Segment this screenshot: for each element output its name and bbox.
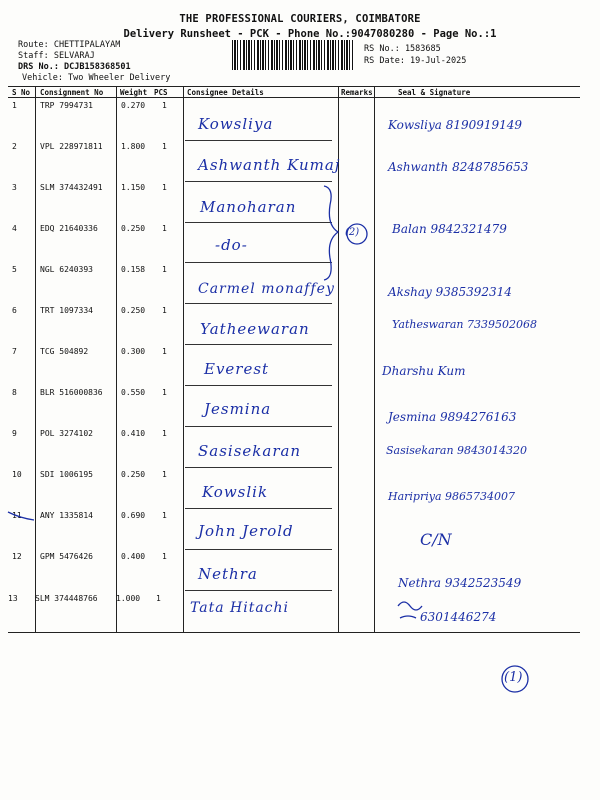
consignee-handwritten: Everest <box>204 360 270 378</box>
row-consignment: SDI 1006195 <box>40 470 93 479</box>
row-weight: 0.270 <box>121 101 146 110</box>
document-subtitle: Delivery Runsheet - PCK - Phone No.:9047080280 - Page No.:1 <box>123 28 497 40</box>
row-pcs: 1 <box>162 306 167 315</box>
consignee-handwritten: Yatheewaran <box>200 320 310 338</box>
row-consignment: ANY 1335814 <box>40 511 93 520</box>
row-weight: 0.158 <box>121 265 146 274</box>
row-sno: 2 <box>12 142 17 151</box>
row-sno: 10 <box>12 470 22 479</box>
row-pcs: 1 <box>162 552 167 561</box>
signature-handwritten: Balan 9842321479 <box>392 222 507 236</box>
row-consignment: TCG 504892 <box>40 347 89 356</box>
consignee-handwritten: Manoharan <box>200 198 297 216</box>
row-sno: 7 <box>12 347 17 356</box>
route-text: Route: CHETTIPALAYAM <box>18 40 121 50</box>
header-sno: S No <box>12 88 31 97</box>
signature-handwritten: Dharshu Kum <box>382 364 466 378</box>
signature-handwritten: Sasisekaran 9843014320 <box>386 444 528 457</box>
row-pcs: 1 <box>162 183 167 192</box>
signature-handwritten: Kowsliya 8190919149 <box>388 118 523 132</box>
staff-text: Staff: SELVARAJ <box>18 51 95 61</box>
consignee-handwritten: John Jerold <box>198 522 294 540</box>
row-weight: 1.000 <box>116 594 141 603</box>
row-weight: 0.550 <box>121 388 146 397</box>
signature-handwritten: 6301446274 <box>420 610 497 624</box>
row-weight: 1.150 <box>121 183 146 192</box>
header-seal-signature: Seal & Signature <box>398 88 471 97</box>
row-weight: 0.250 <box>121 224 146 233</box>
row-11-strike <box>8 512 34 520</box>
row-sno: 8 <box>12 388 17 397</box>
row-pcs: 1 <box>162 265 167 274</box>
row-sno: 11 <box>12 511 22 520</box>
row-weight: 0.410 <box>121 429 146 438</box>
row-sno: 4 <box>12 224 17 233</box>
row-weight: 0.300 <box>121 347 146 356</box>
row-sno: 3 <box>12 183 17 192</box>
row-consignment: TRT 1097334 <box>40 306 93 315</box>
consignee-handwritten: Sasisekaran <box>198 442 302 460</box>
row-consignment: VPL 228971811 <box>40 142 103 151</box>
row-consignment: GPM 5476426 <box>40 552 93 561</box>
consignee-handwritten: Tata Hitachi <box>190 600 290 616</box>
signature-handwritten: C/N <box>420 530 452 549</box>
consignee-handwritten: -do- <box>215 236 248 254</box>
signature-handwritten: Haripriya 9865734007 <box>388 490 515 503</box>
row-pcs: 1 <box>162 347 167 356</box>
remark-note: (2) <box>345 227 360 238</box>
rs-number-text: RS No.: 1583685 <box>364 44 441 54</box>
rs-date-text: RS Date: 19-Jul-2025 <box>364 56 467 66</box>
consignee-handwritten: Ashwanth Kumaj <box>198 156 341 174</box>
consignee-handwritten: Nethra <box>198 565 258 583</box>
header-pcs: PCS <box>154 88 168 97</box>
consignee-handwritten: Kowsliya <box>198 115 274 133</box>
document-title: THE PROFESSIONAL COURIERS, COIMBATORE <box>179 13 421 25</box>
header-consignee: Consignee Details <box>187 88 264 97</box>
row-sno: 13 <box>8 594 18 603</box>
row-weight: 0.400 <box>121 552 146 561</box>
signature-handwritten: Yatheswaran 7339502068 <box>392 318 537 331</box>
row-sno: 6 <box>12 306 17 315</box>
vehicle-text: Vehicle: Two Wheeler Delivery <box>22 73 171 83</box>
row-pcs: 1 <box>162 470 167 479</box>
row-sno: 12 <box>12 552 22 561</box>
row-sno: 9 <box>12 429 17 438</box>
consignee-handwritten: Jesmina <box>204 400 272 418</box>
row-weight: 1.800 <box>121 142 146 151</box>
row-consignment: NGL 6240393 <box>40 265 93 274</box>
row-sno: 5 <box>12 265 17 274</box>
drs-text: DRS No.: DCJB158368501 <box>18 62 131 72</box>
row-consignment: SLM 374432491 <box>40 183 103 192</box>
signature-handwritten: Nethra 9342523549 <box>398 576 522 590</box>
consignee-handwritten: Carmel monaffey <box>198 281 335 297</box>
signature-handwritten: Jesmina 9894276163 <box>388 410 517 424</box>
row-weight: 0.250 <box>121 470 146 479</box>
header-weight: Weight <box>120 88 148 97</box>
row-pcs: 1 <box>156 594 161 603</box>
stamp-scribble <box>398 602 422 618</box>
header-consignment: Consignment No <box>40 88 104 97</box>
row-consignment: SLM 374448766 <box>35 594 98 603</box>
row-pcs: 1 <box>162 142 167 151</box>
row-consignment: TRP 7994731 <box>40 101 93 110</box>
row-consignment: POL 3274102 <box>40 429 93 438</box>
row-weight: 0.690 <box>121 511 146 520</box>
row-consignment: EDQ 21640336 <box>40 224 98 233</box>
row-pcs: 1 <box>162 101 167 110</box>
row-pcs: 1 <box>162 224 167 233</box>
row-pcs: 1 <box>162 511 167 520</box>
row-weight: 0.250 <box>121 306 146 315</box>
row-pcs: 1 <box>162 388 167 397</box>
header-remarks: Remarks <box>341 88 373 97</box>
page-mark: (1) <box>504 670 523 685</box>
consignee-handwritten: Kowslik <box>202 483 269 501</box>
row-sno: 1 <box>12 101 17 110</box>
brace-mark <box>324 186 338 280</box>
row-pcs: 1 <box>162 429 167 438</box>
signature-handwritten: Akshay 9385392314 <box>388 285 512 299</box>
row-consignment: BLR 516000836 <box>40 388 103 397</box>
signature-handwritten: Ashwanth 8248785653 <box>388 160 529 174</box>
